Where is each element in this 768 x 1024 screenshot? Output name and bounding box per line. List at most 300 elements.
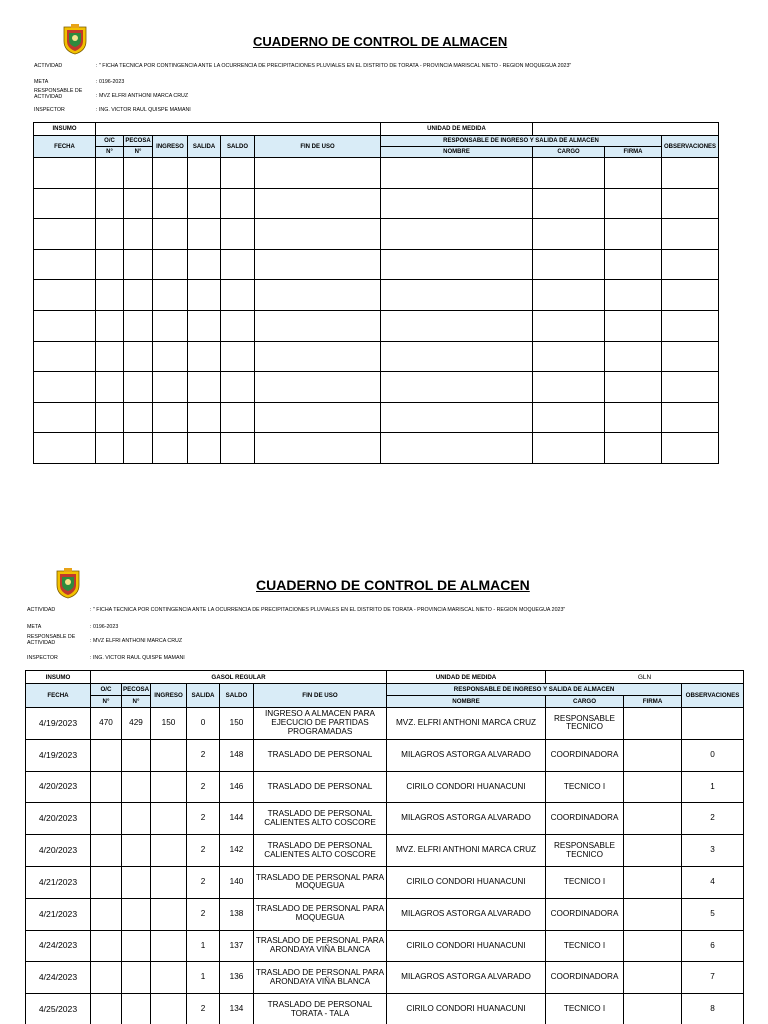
unidad-value: GLN bbox=[546, 671, 744, 684]
empty-cell[interactable] bbox=[124, 341, 153, 372]
cell-salida-text: 2 bbox=[200, 1004, 206, 1014]
table-row bbox=[34, 219, 719, 250]
empty-cell[interactable] bbox=[153, 280, 188, 311]
empty-cell[interactable] bbox=[221, 280, 255, 311]
table-row bbox=[34, 372, 719, 403]
cell-firma bbox=[624, 708, 682, 740]
cell-cargo-text: TECNICO I bbox=[563, 940, 606, 950]
cell-nombre bbox=[387, 994, 546, 1024]
cell-oc bbox=[91, 739, 122, 771]
empty-cell[interactable] bbox=[188, 249, 221, 280]
cell-salida-text: 0 bbox=[200, 717, 206, 727]
col-fin-de-uso: FIN DE USO bbox=[255, 136, 381, 158]
empty-cell[interactable] bbox=[153, 402, 188, 433]
cell-cargo-text: COORDINADORA bbox=[550, 749, 619, 759]
cell-saldo bbox=[220, 930, 254, 962]
col-observaciones: OBSERVACIONES bbox=[662, 136, 719, 158]
empty-cell[interactable] bbox=[533, 219, 605, 250]
cell-obs bbox=[682, 708, 744, 740]
cell-fin bbox=[254, 835, 387, 867]
cell-saldo bbox=[220, 739, 254, 771]
col-salida: SALIDA bbox=[187, 684, 220, 708]
cell-salida-text: 2 bbox=[200, 876, 206, 886]
cell-oc-text: 470 bbox=[99, 717, 113, 727]
empty-cell[interactable] bbox=[533, 402, 605, 433]
table-row bbox=[26, 771, 744, 803]
cell-fin bbox=[254, 739, 387, 771]
empty-cell[interactable] bbox=[605, 372, 662, 403]
empty-cell[interactable] bbox=[255, 402, 381, 433]
empty-cell[interactable] bbox=[96, 249, 124, 280]
cell-cargo bbox=[546, 962, 624, 994]
meta-label-inspector: INSPECTOR bbox=[34, 107, 65, 113]
table-row bbox=[34, 341, 719, 372]
empty-cell[interactable] bbox=[34, 249, 96, 280]
meta-value-inspector: : ING. VICTOR RAUL QUISPE MAMANI bbox=[96, 107, 191, 113]
empty-cell[interactable] bbox=[221, 433, 255, 464]
cell-pecosa bbox=[122, 866, 151, 898]
table-row bbox=[34, 402, 719, 433]
col-pecosa-number: N° bbox=[124, 147, 153, 158]
empty-cell[interactable] bbox=[188, 402, 221, 433]
col-oc-number: N° bbox=[96, 147, 124, 158]
empty-cell[interactable] bbox=[605, 341, 662, 372]
cell-cargo bbox=[546, 994, 624, 1024]
cell-ingreso bbox=[151, 962, 187, 994]
cell-fecha bbox=[26, 739, 91, 771]
cell-fin-text: TRASLADO DE PERSONAL CALIENTES ALTO COSCORE bbox=[264, 808, 376, 827]
cell-obs bbox=[682, 835, 744, 867]
cell-cargo bbox=[546, 708, 624, 740]
table-row bbox=[34, 433, 719, 464]
empty-cell[interactable] bbox=[533, 433, 605, 464]
cell-cargo bbox=[546, 803, 624, 835]
cell-fin-text: TRASLADO DE PERSONAL PARA ARONDAYA VIÑA BLANCA bbox=[255, 967, 385, 986]
meta-label-responsable: RESPONSABLE DE ACTIVIDAD bbox=[27, 634, 76, 646]
empty-cell[interactable] bbox=[34, 402, 96, 433]
cell-cargo-text: COORDINADORA bbox=[550, 972, 619, 982]
sheet-1 bbox=[0, 0, 768, 480]
empty-cell[interactable] bbox=[381, 372, 533, 403]
empty-cell[interactable] bbox=[153, 188, 188, 219]
cell-cargo bbox=[546, 866, 624, 898]
cell-obs bbox=[682, 962, 744, 994]
empty-cell[interactable] bbox=[188, 372, 221, 403]
empty-cell[interactable] bbox=[255, 219, 381, 250]
cell-fin-text: TRASLADO DE PERSONAL PARA ARONDAYA VIÑA BLANCA bbox=[255, 936, 385, 954]
cell-firma bbox=[624, 835, 682, 867]
cell-fin-text: TRASLADO DE PERSONAL PARA MOQUEGUA bbox=[255, 872, 385, 891]
col-pecosa: PECOSA bbox=[122, 684, 151, 696]
meta-value-actividad: : " FICHA TECNICA POR CONTINGENCIA ANTE LA OCURRENCIA DE PRECIPITACIONES PLUVIALES EN EL DISTRITO DE TORATA - PROVINCIA MARISCAL NIETO - REGION MOQUEGUA 2023" bbox=[90, 607, 566, 613]
cell-fecha-text: 4/25/2023 bbox=[38, 1003, 78, 1014]
empty-cell[interactable] bbox=[124, 280, 153, 311]
empty-cell[interactable] bbox=[533, 158, 605, 189]
cell-ingreso bbox=[151, 739, 187, 771]
empty-cell[interactable] bbox=[662, 280, 719, 311]
empty-cell[interactable] bbox=[124, 249, 153, 280]
meta-label-inspector: INSPECTOR bbox=[27, 655, 58, 661]
empty-cell[interactable] bbox=[34, 188, 96, 219]
empty-cell[interactable] bbox=[605, 310, 662, 341]
cell-oc bbox=[91, 994, 122, 1024]
empty-cell[interactable] bbox=[221, 310, 255, 341]
cell-obs bbox=[682, 739, 744, 771]
empty-cell[interactable] bbox=[605, 433, 662, 464]
col-ingreso: INGRESO bbox=[153, 136, 188, 158]
cell-pecosa bbox=[122, 994, 151, 1024]
cell-oc bbox=[91, 803, 122, 835]
insumo-value: GASOL REGULAR bbox=[91, 671, 387, 684]
col-nombre: NOMBRE bbox=[381, 147, 533, 158]
cell-nombre bbox=[387, 866, 546, 898]
empty-cell[interactable] bbox=[381, 341, 533, 372]
empty-cell[interactable] bbox=[255, 310, 381, 341]
cell-nombre bbox=[387, 708, 546, 740]
empty-cell[interactable] bbox=[381, 280, 533, 311]
cell-fecha-text: 4/24/2023 bbox=[38, 972, 78, 983]
cell-nombre bbox=[387, 803, 546, 835]
cell-fecha-text: 4/19/2023 bbox=[38, 717, 78, 728]
cell-obs-text: 4 bbox=[710, 876, 715, 886]
cell-saldo bbox=[220, 771, 254, 803]
cell-oc bbox=[91, 835, 122, 867]
cell-saldo bbox=[220, 866, 254, 898]
cell-ingreso bbox=[151, 835, 187, 867]
empty-cell[interactable] bbox=[96, 188, 124, 219]
cell-saldo-text: 142 bbox=[229, 845, 244, 855]
cell-fin bbox=[254, 708, 387, 740]
cell-nombre-text: MILAGROS ASTORGA ALVARADO bbox=[401, 749, 531, 759]
empty-cell[interactable] bbox=[605, 158, 662, 189]
empty-cell[interactable] bbox=[662, 158, 719, 189]
cell-salida bbox=[187, 803, 220, 835]
cell-ingreso bbox=[151, 708, 187, 740]
cell-saldo bbox=[220, 708, 254, 740]
cell-fin-text: TRASLADO DE PERSONAL TORATA - TALA bbox=[267, 999, 373, 1018]
municipal-logo-icon bbox=[62, 23, 88, 55]
cell-salida bbox=[187, 994, 220, 1024]
empty-cell[interactable] bbox=[533, 188, 605, 219]
empty-cell[interactable] bbox=[255, 372, 381, 403]
meta-value-inspector: : ING. VICTOR RAUL QUISPE MAMANI bbox=[90, 655, 185, 661]
empty-cell[interactable] bbox=[124, 433, 153, 464]
col-responsable-group: RESPONSABLE DE INGRESO Y SALIDA DE ALMACEN bbox=[387, 684, 682, 696]
cell-oc bbox=[91, 866, 122, 898]
cell-oc bbox=[91, 771, 122, 803]
empty-cell[interactable] bbox=[662, 402, 719, 433]
unidad-label: UNIDAD DE MEDIDA bbox=[387, 671, 546, 684]
cell-pecosa bbox=[122, 930, 151, 962]
control-table-empty bbox=[33, 122, 719, 464]
cell-fecha bbox=[26, 803, 91, 835]
empty-cell[interactable] bbox=[96, 402, 124, 433]
empty-cell[interactable] bbox=[533, 341, 605, 372]
empty-cell[interactable] bbox=[34, 310, 96, 341]
cell-saldo-text: 146 bbox=[229, 781, 244, 791]
cell-fin-text: TRASLADO DE PERSONAL bbox=[267, 749, 373, 759]
cell-nombre-text: CIRILO CONDORI HUANACUNI bbox=[406, 876, 526, 886]
table-row bbox=[26, 898, 744, 930]
empty-cell[interactable] bbox=[96, 341, 124, 372]
cell-fecha-text: 4/20/2023 bbox=[38, 813, 78, 824]
cell-firma bbox=[624, 771, 682, 803]
empty-cell[interactable] bbox=[221, 341, 255, 372]
cell-salida bbox=[187, 708, 220, 740]
meta-value-meta: : 0196-2023 bbox=[90, 624, 119, 630]
cell-cargo-text: COORDINADORA bbox=[550, 813, 619, 823]
empty-cell[interactable] bbox=[662, 310, 719, 341]
empty-cell[interactable] bbox=[34, 372, 96, 403]
cell-fin bbox=[254, 994, 387, 1024]
empty-cell[interactable] bbox=[221, 372, 255, 403]
cell-cargo bbox=[546, 930, 624, 962]
cell-nombre-text: CIRILO CONDORI HUANACUNI bbox=[406, 940, 526, 950]
cell-fecha-text: 4/21/2023 bbox=[38, 876, 78, 887]
cell-firma bbox=[624, 930, 682, 962]
col-firma: FIRMA bbox=[624, 696, 682, 708]
empty-cell[interactable] bbox=[381, 433, 533, 464]
empty-cell[interactable] bbox=[255, 188, 381, 219]
cell-saldo bbox=[220, 962, 254, 994]
table-row bbox=[34, 310, 719, 341]
cell-pecosa bbox=[122, 771, 151, 803]
cell-cargo-text: TECNICO I bbox=[563, 781, 606, 791]
empty-cell[interactable] bbox=[96, 158, 124, 189]
empty-cell[interactable] bbox=[34, 158, 96, 189]
cell-fin bbox=[254, 866, 387, 898]
empty-cell[interactable] bbox=[533, 249, 605, 280]
empty-cell[interactable] bbox=[533, 280, 605, 311]
cell-saldo-text: 148 bbox=[229, 749, 244, 759]
empty-cell[interactable] bbox=[153, 219, 188, 250]
cell-fin-text: TRASLADO DE PERSONAL bbox=[267, 781, 373, 791]
cell-ingreso bbox=[151, 994, 187, 1024]
meta-label-actividad: ACTIVIDAD bbox=[34, 63, 63, 69]
empty-cell[interactable] bbox=[153, 310, 188, 341]
cell-oc bbox=[91, 962, 122, 994]
cell-saldo bbox=[220, 898, 254, 930]
empty-cell[interactable] bbox=[381, 158, 533, 189]
empty-cell[interactable] bbox=[255, 249, 381, 280]
empty-cell[interactable] bbox=[662, 341, 719, 372]
empty-cell[interactable] bbox=[188, 341, 221, 372]
meta-value-actividad: : " FICHA TECNICA POR CONTINGENCIA ANTE LA OCURRENCIA DE PRECIPITACIONES PLUVIALES EN EL DISTRITO DE TORATA - PROVINCIA MARISCAL NIETO - REGION MOQUEGUA 2023" bbox=[96, 63, 572, 69]
col-fecha: FECHA bbox=[26, 684, 91, 708]
cell-nombre bbox=[387, 739, 546, 771]
empty-cell[interactable] bbox=[96, 433, 124, 464]
empty-cell[interactable] bbox=[255, 158, 381, 189]
empty-cell[interactable] bbox=[96, 280, 124, 311]
empty-cell[interactable] bbox=[255, 433, 381, 464]
cell-obs bbox=[682, 898, 744, 930]
cell-fecha bbox=[26, 708, 91, 740]
col-oc: O/C bbox=[96, 136, 124, 147]
empty-cell[interactable] bbox=[662, 249, 719, 280]
col-saldo: SALDO bbox=[221, 136, 255, 158]
empty-cell[interactable] bbox=[96, 310, 124, 341]
empty-cell[interactable] bbox=[662, 219, 719, 250]
unidad-value bbox=[533, 123, 719, 136]
table-row bbox=[26, 739, 744, 771]
cell-ingreso bbox=[151, 866, 187, 898]
cell-nombre-text: CIRILO CONDORI HUANACUNI bbox=[406, 781, 526, 791]
cell-cargo bbox=[546, 739, 624, 771]
empty-cell[interactable] bbox=[381, 402, 533, 433]
cell-fin bbox=[254, 803, 387, 835]
cell-saldo-text: 138 bbox=[229, 908, 244, 918]
cell-ingreso bbox=[151, 803, 187, 835]
cell-salida bbox=[187, 930, 220, 962]
empty-cell[interactable] bbox=[605, 188, 662, 219]
cell-nombre-text: CIRILO CONDORI HUANACUNI bbox=[406, 1004, 526, 1014]
empty-cell[interactable] bbox=[381, 219, 533, 250]
table-row bbox=[26, 835, 744, 867]
cell-cargo-text: RESPONSABLE TECNICO bbox=[554, 713, 615, 732]
empty-cell[interactable] bbox=[124, 372, 153, 403]
empty-cell[interactable] bbox=[153, 158, 188, 189]
cell-oc bbox=[91, 708, 122, 740]
cell-cargo-text: RESPONSABLE TECNICO bbox=[554, 840, 615, 859]
col-pecosa: PECOSA bbox=[124, 136, 153, 147]
empty-cell[interactable] bbox=[124, 402, 153, 433]
empty-cell[interactable] bbox=[124, 310, 153, 341]
cell-fecha bbox=[26, 994, 91, 1024]
col-ingreso: INGRESO bbox=[151, 684, 187, 708]
empty-cell[interactable] bbox=[34, 341, 96, 372]
cell-obs bbox=[682, 930, 744, 962]
cell-salida-text: 1 bbox=[200, 940, 206, 950]
empty-cell[interactable] bbox=[662, 433, 719, 464]
empty-cell[interactable] bbox=[221, 249, 255, 280]
empty-cell[interactable] bbox=[188, 158, 221, 189]
empty-cell[interactable] bbox=[34, 280, 96, 311]
cell-obs-text: 6 bbox=[710, 940, 715, 950]
control-table-gasol bbox=[25, 670, 744, 1024]
empty-cell[interactable] bbox=[124, 158, 153, 189]
empty-cell[interactable] bbox=[188, 433, 221, 464]
empty-cell[interactable] bbox=[605, 249, 662, 280]
cell-nombre-text: MILAGROS ASTORGA ALVARADO bbox=[401, 813, 531, 823]
cell-oc bbox=[91, 898, 122, 930]
empty-cell[interactable] bbox=[188, 219, 221, 250]
cell-pecosa bbox=[122, 739, 151, 771]
cell-salida-text: 2 bbox=[200, 813, 206, 823]
empty-cell[interactable] bbox=[381, 310, 533, 341]
cell-saldo bbox=[220, 835, 254, 867]
cell-nombre-text: MILAGROS ASTORGA ALVARADO bbox=[401, 908, 531, 918]
cell-fin bbox=[254, 771, 387, 803]
empty-cell[interactable] bbox=[153, 341, 188, 372]
cell-salida bbox=[187, 962, 220, 994]
cell-obs bbox=[682, 771, 744, 803]
cell-saldo bbox=[220, 803, 254, 835]
cell-ingreso bbox=[151, 930, 187, 962]
empty-cell[interactable] bbox=[221, 188, 255, 219]
cell-nombre bbox=[387, 930, 546, 962]
empty-cell[interactable] bbox=[34, 219, 96, 250]
empty-cell[interactable] bbox=[96, 219, 124, 250]
cell-nombre-text: MILAGROS ASTORGA ALVARADO bbox=[401, 972, 531, 982]
col-observaciones: OBSERVACIONES bbox=[682, 684, 744, 708]
cell-obs-text: 5 bbox=[710, 908, 715, 918]
cell-obs-text: 8 bbox=[710, 1004, 715, 1014]
empty-cell[interactable] bbox=[221, 219, 255, 250]
cell-pecosa bbox=[122, 962, 151, 994]
empty-cell[interactable] bbox=[605, 219, 662, 250]
cell-salida bbox=[187, 835, 220, 867]
table-row bbox=[34, 280, 719, 311]
meta-value-meta: : 0196-2023 bbox=[96, 79, 125, 85]
empty-cell[interactable] bbox=[188, 310, 221, 341]
empty-cell[interactable] bbox=[662, 188, 719, 219]
empty-cell[interactable] bbox=[381, 188, 533, 219]
empty-cell[interactable] bbox=[605, 402, 662, 433]
cell-fecha bbox=[26, 835, 91, 867]
cell-salida-text: 2 bbox=[200, 845, 206, 855]
col-cargo: CARGO bbox=[533, 147, 605, 158]
insumo-label: INSUMO bbox=[34, 123, 96, 136]
cell-obs bbox=[682, 866, 744, 898]
empty-cell[interactable] bbox=[255, 341, 381, 372]
cell-saldo-text: 140 bbox=[229, 876, 244, 886]
cell-fecha bbox=[26, 771, 91, 803]
empty-cell[interactable] bbox=[153, 433, 188, 464]
empty-cell[interactable] bbox=[221, 158, 255, 189]
meta-label-meta: META bbox=[34, 79, 49, 85]
empty-cell[interactable] bbox=[381, 249, 533, 280]
cell-nombre bbox=[387, 898, 546, 930]
insumo-value bbox=[96, 123, 381, 136]
table-row bbox=[26, 866, 744, 898]
cell-nombre-text: MVZ. ELFRI ANTHONI MARCA CRUZ bbox=[395, 717, 537, 727]
col-fecha: FECHA bbox=[34, 136, 96, 158]
meta-label-responsable: RESPONSABLE DE ACTIVIDAD bbox=[34, 88, 83, 100]
empty-cell[interactable] bbox=[255, 280, 381, 311]
cell-fecha-text: 4/20/2023 bbox=[38, 844, 78, 855]
empty-cell[interactable] bbox=[605, 280, 662, 311]
table-row bbox=[34, 188, 719, 219]
empty-cell[interactable] bbox=[662, 372, 719, 403]
empty-cell[interactable] bbox=[221, 402, 255, 433]
empty-cell[interactable] bbox=[96, 372, 124, 403]
meta-label-actividad: ACTIVIDAD bbox=[27, 607, 56, 613]
cell-firma bbox=[624, 739, 682, 771]
municipal-logo-icon bbox=[55, 567, 81, 599]
empty-cell[interactable] bbox=[188, 280, 221, 311]
cell-salida-text: 2 bbox=[200, 908, 206, 918]
empty-cell[interactable] bbox=[34, 433, 96, 464]
cell-cargo-text: TECNICO I bbox=[563, 876, 606, 886]
cell-oc bbox=[91, 930, 122, 962]
empty-cell[interactable] bbox=[153, 249, 188, 280]
cell-salida bbox=[187, 898, 220, 930]
empty-cell[interactable] bbox=[533, 310, 605, 341]
cell-firma bbox=[624, 866, 682, 898]
table-row bbox=[26, 962, 744, 994]
empty-cell[interactable] bbox=[124, 188, 153, 219]
cell-saldo-text: 150 bbox=[229, 717, 244, 727]
empty-cell[interactable] bbox=[153, 372, 188, 403]
cell-salida-text: 2 bbox=[200, 781, 206, 791]
cell-pecosa bbox=[122, 803, 151, 835]
col-oc-number: N° bbox=[91, 696, 122, 708]
col-nombre: NOMBRE bbox=[387, 696, 546, 708]
cell-firma bbox=[624, 803, 682, 835]
empty-cell[interactable] bbox=[188, 188, 221, 219]
empty-cell[interactable] bbox=[124, 219, 153, 250]
empty-cell[interactable] bbox=[533, 372, 605, 403]
